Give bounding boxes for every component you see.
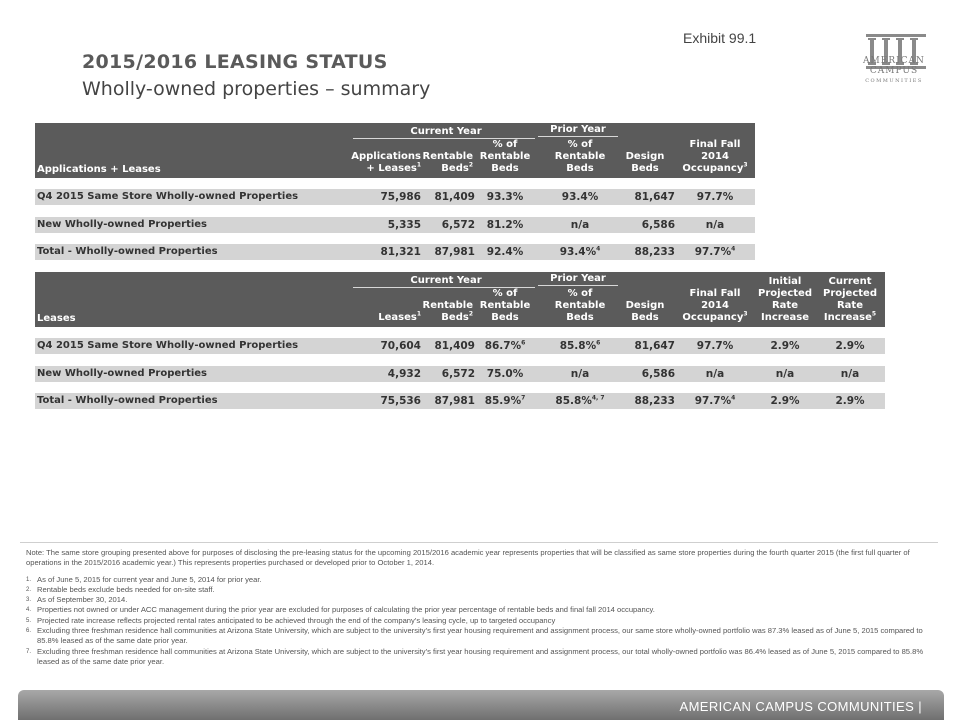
footnote: 1. As of June 5, 2015 for current year and June 5, 2014 for prior year. bbox=[26, 574, 262, 584]
table-row: Q4 2015 Same Store Wholly-owned Properties 70,604 81,409 86.7%$^6$ 85.8%$^6$ 81,647 97.7% 2.9% 2.9% bbox=[35, 338, 885, 354]
col-leases: Leases$^1$ bbox=[378, 310, 421, 323]
footnote: 6. Excluding three freshman residence hall communities at Arizona State University, which are subject to the university’s first year housing requirement and assignment process, our same store wholly-owned portfolio was 87.3% leased as of June 5, 2015 compared to 85.8% leased as of the same date prior year. bbox=[26, 626, 923, 646]
col-prior-pct: % of Rentable Beds bbox=[554, 139, 606, 174]
row-header-label: Applications + Leases bbox=[37, 164, 161, 175]
table-row: New Wholly-owned Properties 4,932 6,572 75.0% n/a 6,586 n/a n/a n/a bbox=[35, 366, 885, 382]
group-prior-year: Prior Year bbox=[550, 273, 606, 284]
col-rentable-beds: Rentable Beds$^2$ bbox=[422, 300, 473, 323]
col-pct-rentable: % of Rentable Beds bbox=[479, 139, 531, 174]
exhibit-label: Exhibit 99.1 bbox=[683, 30, 757, 46]
col-final-occupancy: Final Fall 2014 Occupancy$^3$ bbox=[682, 139, 748, 174]
group-current-year: Current Year bbox=[410, 126, 482, 137]
col-initial-rate-increase: Initial Projected Rate Increase bbox=[758, 276, 812, 323]
table-row: New Wholly-owned Properties 5,335 6,572 81.2% n/a 6,586 n/a bbox=[35, 217, 755, 233]
col-final-occupancy: Final Fall 2014 Occupancy$^3$ bbox=[682, 288, 748, 323]
note-intro: Note: The same store grouping presented above for purposes of disclosing the pre-leasing status for the upcoming 2015/2016 academic year represents properties that will be classified as same store properties during the fourth quarter 2015 (the first full quarter of operations in the 2015/2016 academic year.) This represents properties purchased or developed prior to October 1, 2014. bbox=[26, 548, 910, 568]
footnote: 2. Rentable beds exclude beds needed for on-site staff. bbox=[26, 584, 215, 594]
notes-divider bbox=[20, 542, 938, 543]
col-design-beds: Design Beds bbox=[625, 300, 665, 323]
footnotes-list bbox=[26, 575, 936, 668]
table-header bbox=[35, 272, 885, 327]
logo-line-3: COMMUNITIES bbox=[865, 78, 923, 84]
table-row-total: Total - Wholly-owned Properties 75,536 87,981 85.9%$^7$ 85.8%$^{4, 7}$ 88,233 97.7%$^4$ 2.9% 2.9% bbox=[35, 393, 885, 409]
notes-section bbox=[26, 548, 936, 667]
footnote: 7. Excluding three freshman residence hall communities at Arizona State University, which are subject to the university’s first year housing requirement and assignment process, our total wholly-owned portfolio was 86.4% leased as of June 5, 2015 compared to 85.8% leased as of the same date prior year. bbox=[26, 646, 924, 666]
table-row: Q4 2015 Same Store Wholly-owned Properties 75,986 81,409 93.3% 93.4% 81,647 97.7% bbox=[35, 189, 755, 205]
leases-table bbox=[35, 272, 885, 412]
footnote: 4. Properties not owned or under ACC management during the prior year are excluded for purposes of calculating the prior year percentage of rentable beds and final fall 2014 occupancy. bbox=[26, 605, 655, 615]
group-current-year: Current Year bbox=[410, 275, 482, 286]
table-row-total: Total - Wholly-owned Properties 81,321 87,981 92.4% 93.4%$^4$ 88,233 97.7%$^4$ bbox=[35, 244, 755, 260]
col-pct-rentable: % of Rentable Beds bbox=[479, 288, 531, 323]
footnote: 5. Projected rate increase reflects projected rental rates anticipated to be achieved through the end of the company’s leasing cycle, up to targeted occupancy bbox=[26, 615, 556, 625]
footer-bar bbox=[18, 690, 944, 720]
footer-company-name: AMERICAN CAMPUS COMMUNITIES | bbox=[679, 699, 922, 714]
col-design-beds: Design Beds bbox=[625, 151, 665, 174]
col-rentable-beds: Rentable Beds$^2$ bbox=[422, 151, 473, 174]
group-underline bbox=[538, 285, 618, 286]
group-underline bbox=[538, 136, 618, 137]
applications-table bbox=[35, 123, 755, 263]
col-applications: Applications + Leases$^1$ bbox=[351, 151, 421, 174]
logo-line-2: CAMPUS bbox=[869, 66, 919, 76]
page-title: 2015/2016 LEASING STATUS bbox=[82, 51, 388, 73]
page-subtitle: Wholly-owned properties – summary bbox=[82, 78, 431, 100]
footnote: 3. As of September 30, 2014. bbox=[26, 595, 128, 605]
col-prior-pct: % of Rentable Beds bbox=[554, 288, 606, 323]
col-current-rate-increase: Current Projected Rate Increase$^5$ bbox=[823, 276, 877, 323]
table-header bbox=[35, 123, 755, 178]
logo-wordmark bbox=[858, 56, 930, 86]
group-prior-year: Prior Year bbox=[550, 124, 606, 135]
row-header-label: Leases bbox=[37, 313, 76, 324]
logo-line-1: AMERICAN bbox=[863, 56, 925, 66]
